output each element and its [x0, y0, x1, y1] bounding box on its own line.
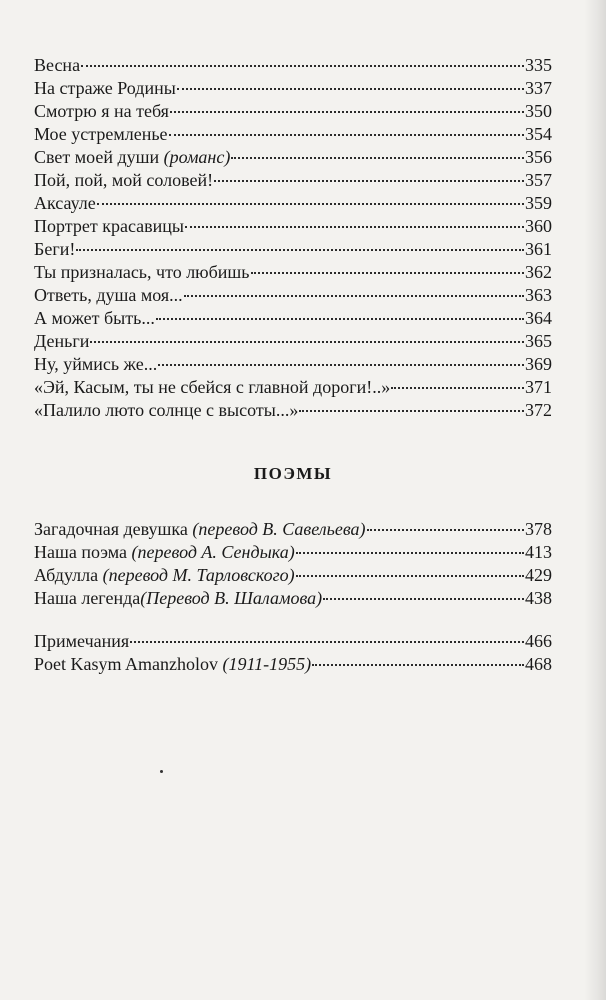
toc-entry — [34, 215, 552, 238]
toc-page-number: 359 — [525, 193, 552, 213]
toc-entry-title-text: Ответь, душа моя... — [34, 285, 183, 305]
toc-entry-title — [34, 215, 184, 238]
toc-entry-note: (1911-1955) — [222, 654, 312, 674]
toc-entry — [34, 146, 552, 169]
toc-page-number: 468 — [525, 654, 552, 674]
toc-entry — [34, 100, 552, 123]
toc-entry-title-text: Беги! — [34, 239, 76, 259]
toc-entry — [34, 54, 552, 77]
toc-entry-title — [34, 518, 366, 541]
toc-entry-title — [34, 330, 89, 353]
toc-page-number: 354 — [525, 124, 552, 144]
toc-entry-title-text: Абдулла — [34, 565, 103, 585]
dot-leader — [158, 364, 524, 366]
toc-entry — [34, 192, 552, 215]
toc-entry-title — [34, 564, 295, 587]
toc-long-poems-list — [34, 518, 552, 610]
toc-entry — [34, 399, 552, 422]
toc-entry-title — [34, 169, 213, 192]
toc-page-number: 363 — [525, 285, 552, 305]
toc-entry-title — [34, 123, 168, 146]
toc-page-number: 337 — [525, 78, 552, 98]
dot-leader — [296, 575, 524, 577]
toc-entry-title — [34, 653, 311, 676]
dot-leader — [130, 641, 524, 643]
toc-entry-title-text: Poet Kasym Amanzholov — [34, 654, 223, 674]
toc-entry-title — [34, 630, 129, 653]
toc-entry-title — [34, 192, 96, 215]
toc-page-number: 357 — [525, 170, 552, 190]
toc-page-number: 369 — [525, 354, 552, 374]
toc-entry-title-text: «Эй, Касым, ты не сбейся с главной дороги!..» — [34, 377, 391, 397]
toc-entry-title — [34, 77, 176, 100]
toc-entry — [34, 376, 552, 399]
toc-page-number: 364 — [525, 308, 552, 328]
dot-leader — [296, 552, 524, 554]
toc-entry-title-text: Ты призналась, что любишь — [34, 262, 250, 282]
toc-entry — [34, 653, 552, 676]
toc-entry — [34, 353, 552, 376]
toc-entry — [34, 330, 552, 353]
toc-entry — [34, 587, 552, 610]
toc-entry-note: (перевод А. Сендыка) — [131, 542, 295, 562]
toc-entry-title — [34, 353, 157, 376]
toc-entry-note: (Перевод В. Шаламова) — [140, 588, 323, 608]
dot-leader — [177, 88, 524, 90]
dot-leader — [231, 157, 524, 159]
toc-entry-title — [34, 284, 183, 307]
toc-entry-title-text: «Палило люто солнце с высоты...» — [34, 400, 299, 420]
toc-entry — [34, 284, 552, 307]
toc-entry-title — [34, 54, 80, 77]
toc-entry-title-text: Свет моей души — [34, 147, 164, 167]
dot-leader — [214, 180, 524, 182]
toc-entry-title-text: Деньги — [34, 331, 90, 351]
toc-page-number: 413 — [525, 542, 552, 562]
dot-leader — [97, 203, 524, 205]
toc-entry — [34, 123, 552, 146]
toc-entry-title-text: На страже Родины — [34, 78, 176, 98]
toc-entry-title-text: Смотрю я на тебя — [34, 101, 169, 121]
dot-leader — [299, 410, 524, 412]
dot-leader — [76, 249, 524, 251]
toc-page-number: 360 — [525, 216, 552, 236]
dot-leader — [367, 529, 525, 531]
toc-entry-title — [34, 100, 169, 123]
print-speck — [160, 770, 163, 773]
toc-entry-title-text: Ну, уймись же... — [34, 354, 158, 374]
toc-page-number: 335 — [525, 55, 552, 75]
dot-leader — [81, 65, 524, 67]
toc-entry-title-text: Загадочная девушка — [34, 519, 193, 539]
toc-entry — [34, 630, 552, 653]
toc-appendix-list — [34, 630, 552, 676]
toc-page-number: 350 — [525, 101, 552, 121]
toc-entry-title — [34, 238, 75, 261]
dot-leader — [391, 387, 524, 389]
toc-entry — [34, 518, 552, 541]
dot-leader — [156, 318, 524, 320]
toc-entry-title-text: Примечания — [34, 631, 130, 651]
dot-leader — [169, 134, 524, 136]
toc-page-number: 361 — [525, 239, 552, 259]
toc-entry-title — [34, 587, 322, 610]
toc-entry-note: (романс) — [163, 147, 231, 167]
dot-leader — [251, 272, 525, 274]
toc-entry-title-text: Мое устремленье — [34, 124, 168, 144]
toc-entry — [34, 169, 552, 192]
toc-entry — [34, 541, 552, 564]
toc-entry-title — [34, 146, 230, 169]
toc-entry-title-text: Портрет красавицы — [34, 216, 184, 236]
toc-entry-title-text: Пой, пой, мой соловей! — [34, 170, 214, 190]
dot-leader — [312, 664, 524, 666]
toc-page-number: 466 — [525, 631, 552, 651]
dot-leader — [185, 226, 524, 228]
toc-entry-title-text: А может быть... — [34, 308, 155, 328]
toc-entry-title — [34, 541, 295, 564]
dot-leader — [323, 598, 524, 600]
toc-entry-title-text: Наша легенда — [34, 588, 141, 608]
dot-leader — [170, 111, 524, 113]
toc-entry-title — [34, 376, 390, 399]
toc-page-number: 378 — [525, 519, 552, 539]
toc-poems-list — [34, 54, 552, 422]
toc-entry-note: (перевод В. Савельева) — [192, 519, 366, 539]
toc-entry-title — [34, 307, 155, 330]
toc-entry-title — [34, 399, 298, 422]
toc-page-number: 362 — [525, 262, 552, 282]
toc-page-number: 438 — [525, 588, 552, 608]
toc-entry-title-text: Аксауле — [34, 193, 96, 213]
toc-entry-note: (перевод М. Тарловского) — [102, 565, 295, 585]
dot-leader — [90, 341, 524, 343]
toc-page-number: 372 — [525, 400, 552, 420]
toc-entry-title-text: Весна — [34, 55, 81, 75]
toc-page-number: 365 — [525, 331, 552, 351]
toc-page-number: 371 — [525, 377, 552, 397]
page-edge-shadow — [584, 0, 606, 1000]
toc-entry-title — [34, 261, 250, 284]
toc-entry — [34, 77, 552, 100]
toc-entry — [34, 261, 552, 284]
toc-entry-title-text: Наша поэма — [34, 542, 132, 562]
section-heading-poems: ПОЭМЫ — [253, 464, 333, 483]
toc-entry — [34, 238, 552, 261]
toc-page-number: 356 — [525, 147, 552, 167]
toc-entry — [34, 307, 552, 330]
dot-leader — [184, 295, 524, 297]
toc-page-number: 429 — [525, 565, 552, 585]
toc-entry — [34, 564, 552, 587]
